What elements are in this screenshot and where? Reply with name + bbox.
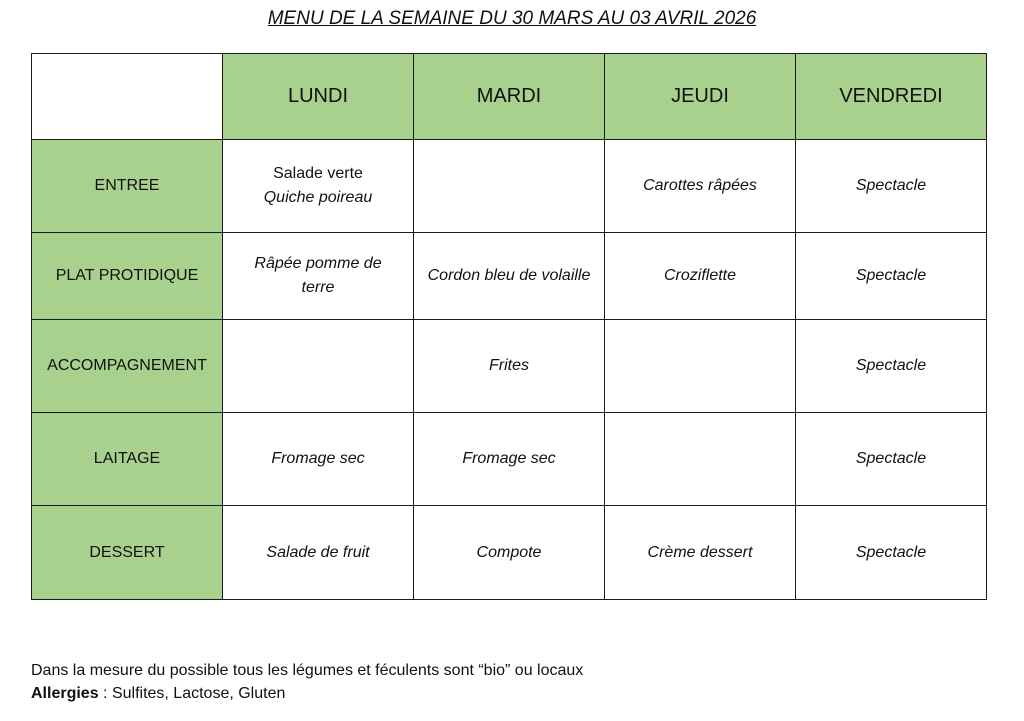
- menu-cell: [223, 506, 414, 600]
- footer: [31, 659, 583, 705]
- dish-text: Cordon bleu de volaille: [427, 267, 591, 284]
- menu-cell: [414, 233, 605, 320]
- dish-text: Fromage sec: [462, 450, 556, 467]
- allergies-label: Allergies: [31, 685, 99, 702]
- menu-cell: [414, 506, 605, 600]
- header-row: [32, 54, 987, 140]
- dish-text: Frites: [489, 357, 529, 374]
- menu-cell: [796, 140, 987, 233]
- menu-cell: [605, 413, 796, 506]
- dish-text: Fromage sec: [271, 450, 365, 467]
- menu-cell: [796, 233, 987, 320]
- menu-cell: [414, 413, 605, 506]
- table-row: [32, 140, 987, 233]
- row-label-entree: ENTREE: [32, 140, 223, 233]
- row-label-plat-protidique: PLAT PROTIDIQUE: [32, 233, 223, 320]
- menu-cell: [605, 140, 796, 233]
- day-header-jeudi: JEUDI: [605, 54, 796, 140]
- table-row: [32, 320, 987, 413]
- row-label-accompagnement: ACCOMPAGNEMENT: [32, 320, 223, 413]
- dish-text: Carottes râpées: [643, 177, 757, 194]
- menu-cell: [223, 233, 414, 320]
- corner-cell: [32, 54, 223, 140]
- menu-cell: [414, 320, 605, 413]
- dish-text: Spectacle: [855, 177, 927, 194]
- menu-cell: [796, 320, 987, 413]
- table-row: [32, 413, 987, 506]
- dish-text: Salade de fruit: [266, 543, 370, 561]
- menu-cell: [796, 413, 987, 506]
- dish-text: Râpée pomme de terre: [254, 255, 382, 296]
- dish-text: Spectacle: [855, 450, 927, 467]
- day-header-mardi: MARDI: [414, 54, 605, 140]
- menu-cell: [223, 320, 414, 413]
- page-title: MENU DE LA SEMAINE DU 30 MARS AU 03 AVRIL 2026: [267, 8, 757, 29]
- allergies-line: [31, 682, 583, 705]
- row-label-dessert: DESSERT: [32, 506, 223, 600]
- day-header-lundi: LUNDI: [223, 54, 414, 140]
- sourcing-note: Dans la mesure du possible tous les légumes et féculents sont “bio” ou locaux: [31, 662, 584, 679]
- allergies-list: Sulfites, Lactose, Gluten: [111, 685, 286, 702]
- row-label-laitage: LAITAGE: [32, 413, 223, 506]
- menu-cell: [605, 233, 796, 320]
- dish-text: Spectacle: [855, 543, 927, 561]
- dish-text: Salade verte: [273, 165, 363, 182]
- menu-cell: [605, 320, 796, 413]
- dish-text: Spectacle: [855, 357, 927, 374]
- allergies-separator: :: [98, 685, 112, 702]
- table-row: [32, 233, 987, 320]
- dish-text: Compote: [476, 543, 542, 561]
- menu-cell: [414, 140, 605, 233]
- menu-cell: [605, 506, 796, 600]
- menu-table: [31, 53, 987, 600]
- dish-text: Croziflette: [663, 267, 737, 284]
- menu-cell: [223, 140, 414, 233]
- dish-text: Quiche poireau: [263, 189, 373, 206]
- day-header-vendredi: VENDREDI: [796, 54, 987, 140]
- menu-cell: [223, 413, 414, 506]
- table-row: [32, 506, 987, 600]
- dish-text: Spectacle: [855, 267, 927, 284]
- menu-cell: [796, 506, 987, 600]
- dish-text: Crème dessert: [647, 543, 753, 561]
